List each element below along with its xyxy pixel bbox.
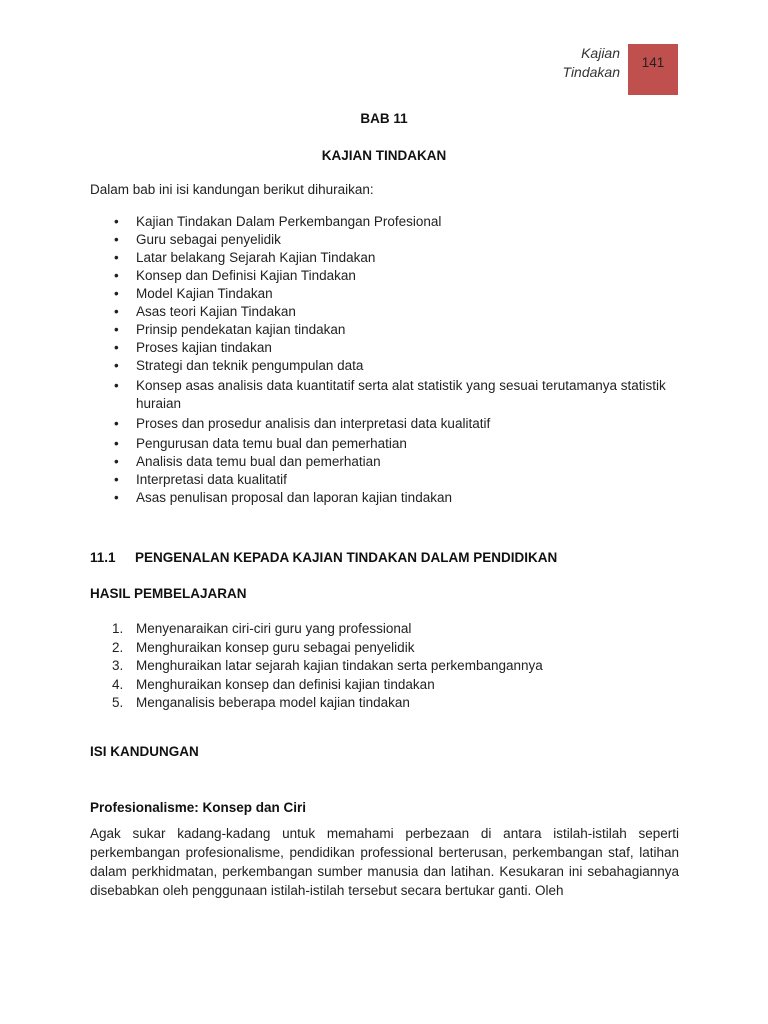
topic-text: Analisis data temu bual dan pemerhatian (136, 454, 381, 469)
item-number: 5. (112, 695, 124, 710)
section-number: 11.1 (90, 550, 116, 565)
page-number: 141 (641, 55, 665, 70)
topic-text: Guru sebagai penyelidik (136, 232, 281, 247)
list-item (90, 453, 690, 471)
topic-text: Interpretasi data kualitatif (136, 472, 287, 487)
list-item (90, 639, 690, 658)
list-item (90, 657, 690, 676)
bullet-icon: • (114, 378, 119, 393)
body-paragraph: Agak sukar kadang-kadang untuk memahami perbezaan di antara istilah-istilah seperti perkembangan profesionalisme, pendidikan professional berterusan, perkembangan staf, latihan dalam perkhidmatan, perkembangan sumber manusia dan latihan. Kesukaran ini sebahagiannya disebabkan oleh penggunaan istilah-istilah tersebut secara bertukar ganti. Oleh (90, 826, 679, 898)
topic-text: Kajian Tindakan Dalam Perkembangan Profesional (136, 214, 442, 229)
bullet-icon: • (114, 322, 119, 337)
bullet-icon: • (114, 268, 119, 283)
list-item (90, 303, 690, 321)
topic-text: Model Kajian Tindakan (136, 286, 273, 301)
topic-text: Konsep dan Definisi Kajian Tindakan (136, 268, 356, 283)
section-heading (90, 550, 557, 565)
intro-text: Dalam bab ini isi kandungan berikut dihuraikan: (90, 182, 374, 197)
item-number: 3. (112, 658, 124, 673)
outcomes-heading: HASIL PEMBELAJARAN (90, 586, 247, 601)
chapter-title: KAJIAN TINDAKAN (321, 148, 447, 163)
topic-text: Strategi dan teknik pengumpulan data (136, 358, 364, 373)
list-item (90, 321, 690, 339)
bullet-icon: • (114, 416, 119, 431)
topic-text: Proses dan prosedur analisis dan interpretasi data kualitatif (136, 416, 491, 431)
header-title-line2: Tindakan (562, 64, 620, 80)
page-number-box (628, 44, 678, 95)
bullet-icon: • (114, 340, 119, 355)
list-item (90, 377, 690, 413)
list-item (90, 471, 690, 489)
section-title: PENGENALAN KEPADA KAJIAN TINDAKAN DALAM PENDIDIKAN (135, 550, 558, 565)
list-item (90, 415, 690, 433)
outcome-text: Menghuraikan latar sejarah kajian tindakan serta perkembangannya (136, 658, 543, 673)
bullet-icon: • (114, 490, 119, 505)
list-item (90, 694, 690, 713)
list-item (90, 231, 690, 249)
topic-text: Asas penulisan proposal dan laporan kajian tindakan (136, 490, 452, 505)
list-item (90, 620, 690, 639)
subsection-title: Profesionalisme: Konsep dan Ciri (90, 800, 307, 815)
list-item (90, 213, 690, 231)
header-title-line1: Kajian (581, 45, 620, 61)
bullet-icon: • (114, 358, 119, 373)
outcome-text: Menghuraikan konsep guru sebagai penyelidik (136, 639, 415, 655)
bullet-icon: • (114, 304, 119, 319)
list-item (90, 676, 690, 695)
topic-text: Pengurusan data temu bual dan pemerhatian (136, 436, 407, 451)
topic-list (90, 213, 690, 507)
bullet-icon: • (114, 472, 119, 487)
outcome-text: Menganalisis beberapa model kajian tindakan (136, 695, 410, 710)
topic-text: Konsep asas analisis data kuantitatif serta alat statistik yang sesuai terutamanya statistik huraian (136, 378, 666, 411)
topic-text: Prinsip pendekatan kajian tindakan (136, 322, 346, 337)
list-item (90, 267, 690, 285)
contents-heading: ISI KANDUNGAN (90, 744, 199, 759)
item-number: 1. (112, 621, 124, 636)
bullet-icon: • (114, 436, 119, 451)
bullet-icon: • (114, 286, 119, 301)
bullet-icon: • (114, 250, 119, 265)
running-header-title (563, 44, 620, 82)
list-item (90, 285, 690, 303)
outcome-text: Menyenaraikan ciri-ciri guru yang professional (136, 621, 412, 636)
chapter-label: BAB 11 (360, 111, 408, 126)
list-item (90, 357, 690, 375)
list-item (90, 489, 690, 507)
list-item (90, 249, 690, 267)
item-number: 4. (112, 676, 124, 692)
outcome-text: Menghuraikan konsep dan definisi kajian tindakan (136, 676, 435, 692)
topic-text: Latar belakang Sejarah Kajian Tindakan (136, 250, 376, 265)
item-number: 2. (112, 639, 124, 655)
list-item (90, 339, 690, 357)
bullet-icon: • (114, 454, 119, 469)
outcomes-list (90, 620, 690, 713)
topic-text: Asas teori Kajian Tindakan (136, 304, 296, 319)
list-item (90, 435, 690, 453)
bullet-icon: • (114, 214, 119, 229)
bullet-icon: • (114, 232, 119, 247)
topic-text: Proses kajian tindakan (136, 340, 272, 355)
